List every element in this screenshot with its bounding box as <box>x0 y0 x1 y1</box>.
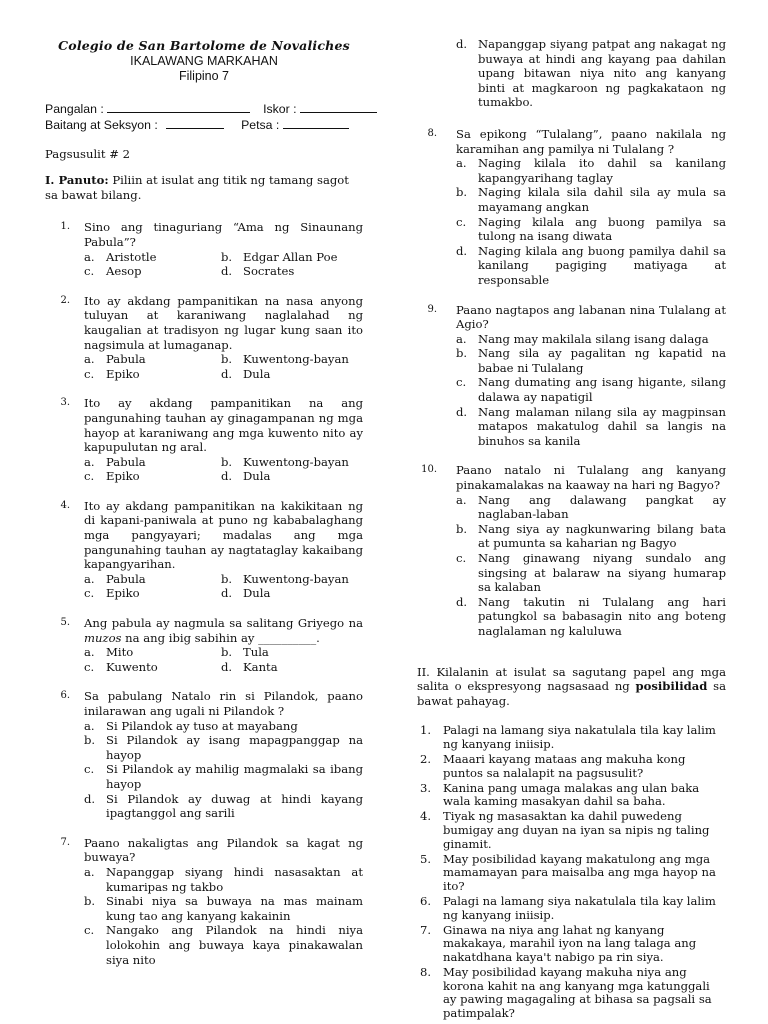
item-text: May posibilidad kayang makuha niya ang korona kahit na ang kanyang mga katunggali ay pawing magagaling at bihasa sa pagsali sa patimpalak? <box>443 964 712 1021</box>
question-number: 8. <box>427 127 437 139</box>
question-8 <box>417 127 726 288</box>
option-letter: a. <box>456 331 467 346</box>
item-number: 5. <box>420 851 432 866</box>
petsa-blank[interactable] <box>283 117 349 129</box>
option-text: Napanggap siyang patpat ang nakagat ng buwaya at hindi ang kayang paa dahilan upang bitawan niya nito ang kanyang binti at magkaroon ng pagkakataon ng tumakbo. <box>478 37 726 110</box>
option-letter: d. <box>456 37 468 51</box>
question-number: 4. <box>60 499 70 511</box>
option-text: Naging kilala ang buong pamilya dahil sa kanilang pagiging matiyaga at responsable <box>478 243 726 287</box>
item-text: Palagi na lamang siya nakatulala tila kay lalim ng kanyang iniisip. <box>443 893 716 922</box>
answer-option[interactable] <box>456 215 726 244</box>
option-text: Mito <box>106 645 134 660</box>
option-letter: b. <box>456 185 468 200</box>
option-text: Dula <box>243 366 271 381</box>
section-2-item <box>417 810 726 851</box>
options-grid <box>84 352 363 381</box>
question-text: Sino ang tinaguriang “Ama ng Sinaunang Pabula”? <box>84 220 363 249</box>
answer-option[interactable] <box>221 352 363 367</box>
instructions <box>45 173 363 202</box>
section-2-item <box>417 853 726 894</box>
question-7 <box>45 836 363 967</box>
question-list-right <box>417 127 726 639</box>
option-letter: c. <box>84 366 95 381</box>
option-text: Pabula <box>106 352 146 367</box>
option-letter: d. <box>221 469 233 484</box>
test-title: Pagsusulit # 2 <box>45 146 130 161</box>
question-list-left <box>45 220 363 967</box>
option-letter: a. <box>84 718 95 733</box>
option-text: Nang sila ay pagalitan ng kapatid na babae ni Tulalang <box>478 346 726 375</box>
question-number-spacer <box>417 37 456 110</box>
option-letter: d. <box>221 586 233 601</box>
answer-option[interactable] <box>84 792 363 821</box>
item-number: 1. <box>420 723 432 738</box>
options-grid <box>84 455 363 484</box>
option-letter: d. <box>456 404 468 419</box>
answer-option[interactable] <box>456 244 726 288</box>
instructions-text: Piliin at isulat ang titik ng tamang sagot sa bawat bilang. <box>45 173 349 202</box>
option-letter: a. <box>456 492 467 507</box>
item-text: Kanina pang umaga malakas ang ulan baka wala kaming masakyan dahil sa baha. <box>443 780 700 809</box>
section-2-item <box>417 782 726 810</box>
item-number: 8. <box>420 964 432 979</box>
answer-option[interactable] <box>456 375 726 404</box>
option-letter: b. <box>456 346 468 361</box>
item-number: 2. <box>420 751 432 766</box>
answer-option[interactable] <box>84 894 363 923</box>
left-column <box>45 0 363 967</box>
question-number: 3. <box>60 397 70 409</box>
option-text: Kanta <box>243 659 278 674</box>
option-letter: d. <box>456 243 468 258</box>
question-body <box>84 396 363 484</box>
answer-option[interactable] <box>84 586 221 601</box>
option-letter: b. <box>84 733 96 748</box>
section-2-text-before: II. Kilalanin at isulat sa sagutang papel ang mga salita o ekspresyong nagsasaad ng <box>417 664 726 694</box>
question-number: 6. <box>60 690 70 702</box>
field-row-name <box>45 101 363 117</box>
question-text: Sa epikong “Tulalang”, paano nakilala ng karamihan ang pamilya ni Tulalang ? <box>456 126 726 156</box>
option-text: Pabula <box>106 454 146 469</box>
question-text: Ito ay akdang pampanitikan na kakikitaan ng di kapani-paniwala at puno ng kababalaghang mga pangyayari; madalas ang mga pangunahing tauhan ay nagtataglay kakaibang kapangyarihan. <box>84 498 363 572</box>
option-text: Epiko <box>106 366 140 381</box>
option-text: Kuwento <box>106 659 158 674</box>
answer-option[interactable] <box>221 586 363 601</box>
section-2-item <box>417 724 726 752</box>
answer-option[interactable] <box>221 469 363 484</box>
option-letter: a. <box>84 352 95 367</box>
option-letter: c. <box>456 214 467 229</box>
answer-option[interactable] <box>456 595 726 639</box>
option-text: Si Pilandok ay duwag at hindi kayang ipagtanggol ang sarili <box>106 791 363 821</box>
answer-option[interactable] <box>221 367 363 382</box>
option-text: Aristotle <box>106 249 157 264</box>
question-text: Sa pabulang Natalo rin si Pilandok, paano inilarawan ang ugali ni Pilandok ? <box>84 689 363 718</box>
item-number: 3. <box>420 780 432 795</box>
pangalan-blank[interactable] <box>107 101 250 113</box>
answer-option[interactable] <box>456 346 726 375</box>
option-text: Edgar Allan Poe <box>243 249 338 264</box>
item-text: Ginawa na niya ang lahat ng kanyang makakaya, marahil iyon na lang talaga ang nakatdhana kaya't nabigo pa rin siya. <box>443 922 697 965</box>
option-text: Tula <box>243 645 269 660</box>
question-7-continuation <box>417 37 726 110</box>
option-letter: c. <box>456 551 467 565</box>
question-number: 1. <box>60 221 70 233</box>
iskor-label: Iskor : <box>263 101 297 116</box>
option-letter: b. <box>221 645 233 660</box>
option-letter: d. <box>456 594 468 609</box>
option-letter: c. <box>456 375 467 390</box>
option-text: Naging kilala ang buong pamilya sa tulong na isang diwata <box>478 214 726 244</box>
answer-option[interactable] <box>84 250 221 265</box>
question-text: Ito ay akdang pampanitikan na nasa anyong tuluyan at karaniwang naglalahad ng kaugalian at tradisyon ng lugar kung saan ito nagsimula at lumaganap. <box>84 293 363 352</box>
question-body <box>456 127 726 288</box>
question-number: 2. <box>60 294 70 306</box>
answer-option[interactable] <box>456 493 726 522</box>
question-body <box>456 37 726 110</box>
question-text-after: na ang ibig sabihin ay __________. <box>121 630 320 645</box>
answer-option[interactable] <box>84 352 221 367</box>
question-1 <box>45 220 363 278</box>
option-text: Napanggap siyang hindi nasasaktan at kumaripas ng takbo <box>106 864 363 894</box>
answer-option[interactable] <box>84 469 221 484</box>
section-2-instructions <box>417 665 726 709</box>
option-text: Socrates <box>243 264 295 279</box>
option-letter: c. <box>84 923 95 938</box>
question-2 <box>45 294 363 382</box>
answer-option[interactable] <box>84 660 221 675</box>
option-letter: b. <box>456 521 468 536</box>
option-letter: a. <box>84 571 95 586</box>
option-text: Si Pilandok ay mahilig magmalaki sa ibang hayop <box>106 762 363 791</box>
option-text: Si Pilandok ay tuso at mayabang <box>106 718 298 733</box>
pangalan-label: Pangalan : <box>45 101 104 116</box>
section-2-item <box>417 966 726 1021</box>
question-10 <box>417 463 726 638</box>
section-2-items <box>417 724 726 1021</box>
question-body <box>84 689 363 820</box>
option-text: Kuwentong-bayan <box>243 352 349 367</box>
option-text: Naging kilala sila dahil sila ay mula sa mayamang angkan <box>478 185 726 214</box>
option-letter: b. <box>221 249 233 264</box>
iskor-blank[interactable] <box>300 101 377 113</box>
options-grid <box>84 572 363 601</box>
header <box>45 39 363 84</box>
question-text: Paano nakaligtas ang Pilandok sa kagat ng buwaya? <box>84 835 363 865</box>
option-letter: a. <box>84 864 95 879</box>
answer-option[interactable] <box>456 37 726 110</box>
answer-option[interactable] <box>84 762 363 791</box>
answer-option[interactable] <box>456 185 726 214</box>
option-text: Aesop <box>106 264 142 279</box>
answer-option[interactable] <box>221 250 363 265</box>
option-text: Naging kilala ito dahil sa kanilang kapangyarihang taglay <box>478 156 726 185</box>
question-body <box>456 303 726 449</box>
petsa-label: Petsa : <box>241 117 280 132</box>
term-title: IKALAWANG MARKAHAN <box>130 53 278 68</box>
option-text: Nang dumating ang isang higante, silang dalawa ay napatigil <box>478 375 726 405</box>
question-3 <box>45 396 363 484</box>
answer-option[interactable] <box>456 522 726 551</box>
answer-option[interactable] <box>84 645 221 660</box>
option-text: Nang malaman nilang sila ay magpinsan matapos makatulog dahil sa langis na binuhos sa kanila <box>478 404 726 448</box>
answer-option[interactable] <box>221 660 363 675</box>
answer-option[interactable] <box>221 645 363 660</box>
question-6 <box>45 689 363 820</box>
section-2-keyword: posibilidad <box>635 679 708 694</box>
option-text: Nang takutin ni Tulalang ang hari patungkol sa babasagin nito ang boteng naglalaman ng kaluluwa <box>478 594 726 638</box>
option-letter: c. <box>84 659 95 674</box>
option-text: Sinabi niya sa buwaya na mas mainam kung tao ang kanyang kakainin <box>106 894 363 923</box>
options-grid <box>84 250 363 279</box>
option-letter: c. <box>84 469 95 484</box>
item-text: Maaari kayang mataas ang makuha kong puntos sa nalalapit na pagsusulit? <box>443 751 686 780</box>
baitang-blank[interactable] <box>166 117 224 129</box>
question-5 <box>45 616 363 674</box>
answer-option[interactable] <box>84 865 363 894</box>
section-2-text-after: sa bawat pahayag. <box>417 679 726 708</box>
question-body <box>84 294 363 382</box>
answer-option[interactable] <box>221 572 363 587</box>
question-text <box>84 616 363 645</box>
section-2-item <box>417 924 726 965</box>
student-fields <box>45 101 363 133</box>
option-text: Nangako ang Pilandok na hindi niya lolokohin ang buwaya kaya pinakawalan siya nito <box>106 923 363 967</box>
question-text: Ito ay akdang pampanitikan na ang pangunahing tauhan ay ginagampanan ng mga hayop at karaniwang ang mga kuwento nito ay kapupulutan ng aral. <box>84 396 363 455</box>
question-text-before: Ang pabula ay nagmula sa salitang Griyego na <box>84 616 363 631</box>
option-text: Pabula <box>106 571 146 586</box>
option-letter: d. <box>84 791 96 806</box>
option-text: Si Pilandok ay isang mapagpanggap na hayop <box>106 733 363 762</box>
answer-option[interactable] <box>84 719 363 734</box>
instructions-label: I. Panuto: <box>45 173 109 188</box>
item-number: 4. <box>420 809 432 824</box>
item-number: 7. <box>420 922 432 937</box>
option-letter: b. <box>221 454 233 469</box>
question-body <box>84 836 363 967</box>
answer-option[interactable] <box>456 405 726 449</box>
question-number: 5. <box>60 617 70 629</box>
section-2-item <box>417 895 726 923</box>
option-text: Kuwentong-bayan <box>243 454 349 469</box>
option-letter: a. <box>84 249 95 264</box>
item-text: Palagi na lamang siya nakatulala tila kay lalim ng kanyang iniisip. <box>443 723 716 752</box>
option-letter: b. <box>84 894 96 909</box>
option-letter: c. <box>84 264 95 279</box>
field-row-section <box>45 117 363 133</box>
answer-option[interactable] <box>84 733 363 762</box>
question-9 <box>417 303 726 449</box>
option-letter: b. <box>221 352 233 367</box>
option-letter: a. <box>456 156 467 171</box>
option-text: Nang ginawang niyang sundalo ang singsing at balaraw na siyang humarap sa kalaban <box>478 551 726 595</box>
baitang-label: Baitang at Seksyon : <box>45 117 158 132</box>
option-text: Nang ang dalawang pangkat ay naglaban-laban <box>478 492 726 522</box>
option-text: Nang siya ay nagkunwaring bilang bata at pumunta sa kaharian ng Bagyo <box>478 521 726 551</box>
question-number: 7. <box>60 836 70 848</box>
option-text: Epiko <box>106 469 140 484</box>
question-text: Paano nagtapos ang labanan nina Tulalang at Agio? <box>456 302 726 332</box>
option-letter: b. <box>221 571 233 586</box>
option-letter: a. <box>84 645 95 660</box>
section-2-item <box>417 753 726 781</box>
item-text: Tiyak ng masasaktan ka dahil puwedeng bumigay ang duyan na iyan sa nipis ng taling ginamit. <box>443 809 710 851</box>
question-body <box>84 616 363 674</box>
option-text: Kuwentong-bayan <box>243 571 349 586</box>
question-body <box>84 220 363 278</box>
option-letter: d. <box>221 264 233 279</box>
option-letter: d. <box>221 366 233 381</box>
subject-title: Filipino 7 <box>178 68 230 83</box>
answer-option[interactable] <box>84 367 221 382</box>
right-column <box>417 37 726 1022</box>
option-text: Dula <box>243 586 271 601</box>
answer-option[interactable] <box>456 332 726 347</box>
answer-option[interactable] <box>84 923 363 967</box>
answer-option[interactable] <box>456 551 726 595</box>
school-name: Colegio de San Bartolome de Novaliches <box>58 38 350 53</box>
question-number: 9. <box>427 303 437 315</box>
option-text: Nang may makilala silang isang dalaga <box>478 331 709 346</box>
answer-option[interactable] <box>84 264 221 279</box>
options-grid <box>84 645 363 674</box>
option-letter: d. <box>221 659 233 674</box>
question-text-italic: muzos <box>84 630 122 645</box>
question-body <box>84 499 363 601</box>
option-letter: c. <box>84 586 95 601</box>
question-7-continued <box>417 37 726 110</box>
option-text: Epiko <box>106 586 140 601</box>
option-text: Dula <box>243 469 271 484</box>
item-number: 6. <box>420 893 432 908</box>
item-text: May posibilidad kayang makatulong ang mga mamamayan para maisalba ang mga hayop na ito? <box>443 851 716 894</box>
answer-option[interactable] <box>221 264 363 279</box>
question-4 <box>45 499 363 601</box>
question-number: 10. <box>421 464 437 476</box>
answer-option[interactable] <box>221 455 363 470</box>
option-letter: c. <box>84 762 95 777</box>
answer-option[interactable] <box>84 572 221 587</box>
question-text: Paano natalo ni Tulalang ang kanyang pinakamalakas na kaaway na hari ng Bagyo? <box>456 463 726 493</box>
answer-option[interactable] <box>84 455 221 470</box>
option-letter: a. <box>84 454 95 469</box>
answer-option[interactable] <box>456 156 726 185</box>
question-body <box>456 463 726 638</box>
